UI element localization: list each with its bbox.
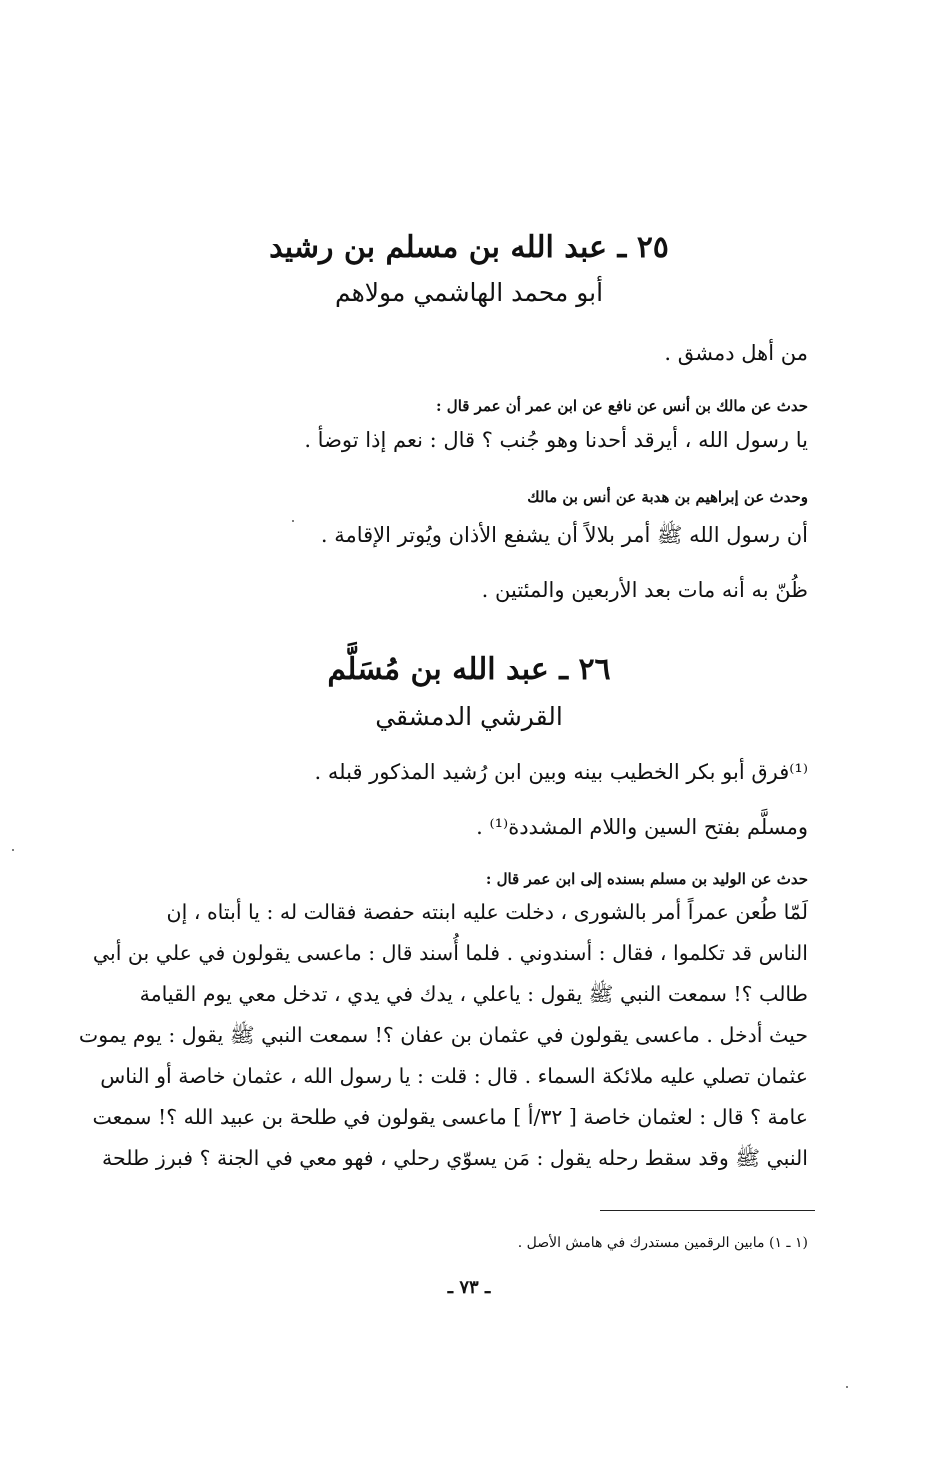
entry-26-body	[78, 892, 808, 1179]
body-line: عثمان تصلي عليه ملائكة السماء . قال : قلت : يا رسول الله ، عثمان خاصة أو الناس	[100, 1064, 808, 1088]
page-number: ـ ٧٣ ـ	[447, 1277, 491, 1298]
entry-26-line-1: ⁽¹⁾فرق أبو بكر الخطيب بينه وبين ابن رُشيد المذكور قبله .	[314, 760, 808, 784]
entry-25-hadith-1: يا رسول الله ، أيرقد أحدنا وهو جُنب ؟ قال : نعم إذا توضأ .	[304, 428, 808, 452]
body-line: طالب ؟! سمعت النبي ﷺ يقول : ياعلي ، يدك في يدي ، تدخل معي يوم القيامة	[139, 982, 808, 1006]
body-line: عامة ؟ قال : لعثمان خاصة [ ٣٢/أ ] ماعسى يقولون في طلحة بن عبيد الله ؟! سمعت	[92, 1105, 808, 1129]
entry-25-note: ظُنّ به أنه مات بعد الأربعين والمئتين .	[481, 578, 808, 602]
scan-speck	[846, 1386, 848, 1388]
footnote-divider	[600, 1210, 815, 1211]
entry-26-line-2: ومسلَّم بفتح السين واللام المشددة⁽¹⁾ .	[476, 815, 808, 839]
entry-25-subtitle: أبو محمد الهاشمي مولاهم	[334, 278, 604, 307]
entry-25-isnad-1: حدث عن مالك بن أنس عن نافع عن ابن عمر أن عمر قال :	[436, 397, 808, 415]
entry-26-isnad: حدث عن الوليد بن مسلم بسنده إلى ابن عمر قال :	[485, 870, 808, 888]
scan-speck	[12, 849, 14, 851]
footnote: (١ ـ ١) مابين الرقمين مستدرك في هامش الأصل .	[517, 1235, 808, 1251]
body-line: لَمّا طُعن عمراً أمر بالشورى ، دخلت عليه ابنته حفصة فقالت له : يا أبتاه ، إن	[166, 900, 808, 924]
entry-25-hadith-2: أن رسول الله ﷺ أمر بلالاً أن يشفع الأذان ويُوتر الإقامة .	[320, 523, 808, 547]
entry-25-origin: من أهل دمشق .	[664, 341, 808, 365]
entry-26-title: ٢٦ ـ عبد الله بن مُسَلَّم	[327, 652, 611, 687]
body-line: حيث أدخل . ماعسى يقولون في عثمان بن عفان ؟! سمعت النبي ﷺ يقول : يوم يموت	[78, 1023, 808, 1047]
entry-26-subtitle: القرشي الدمشقي	[375, 702, 563, 731]
entry-25-title: ٢٥ ـ عبد الله بن مسلم بن رشيد	[269, 230, 669, 265]
scan-speck	[292, 520, 294, 522]
body-line: الناس قد تكلموا ، فقال : أسندوني . فلما أُسند قال : ماعسى يقولون في علي بن أبي	[92, 941, 808, 965]
body-line: النبي ﷺ وقد سقط رحله يقول : مَن يسوّي رحلي ، فهو معي في الجنة ؟ فبرز طلحة	[102, 1146, 808, 1170]
entry-25-isnad-2: وحدث عن إبراهيم بن هدبة عن أنس بن مالك	[527, 488, 808, 506]
